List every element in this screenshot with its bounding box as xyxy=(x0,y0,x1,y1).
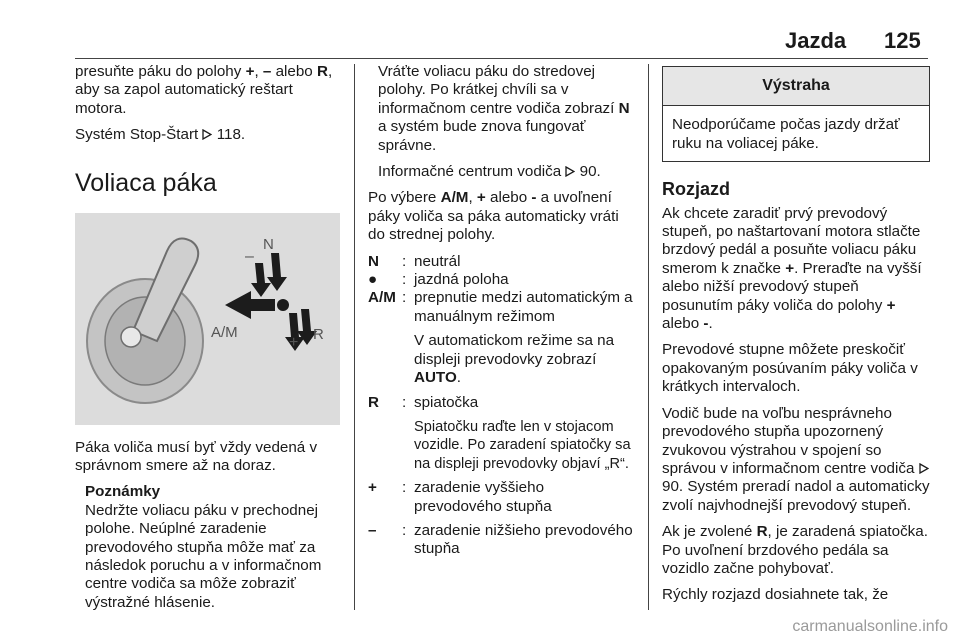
figure-label-minus: – xyxy=(245,247,254,265)
column-3 xyxy=(662,63,930,613)
paragraph: Systém Stop-Štart 118. xyxy=(75,126,246,144)
definition-row: R : spiatočka Spiatočku raďte len v stojacom vozidle. Po zaradení spiatočky sa na displeji prevodovky objaví „R“. xyxy=(368,393,631,472)
paragraph: Prevodové stupne môžete preskočiť opakovaným posúvaním páky voliča v krátkych intervaloch. xyxy=(662,341,918,396)
gear-selector-figure xyxy=(75,213,340,425)
column-1 xyxy=(75,63,340,612)
paragraph: Po výbere A/M, + alebo - a uvoľnení páky voliča sa páka automaticky vráti do strednej polohy. xyxy=(368,189,619,244)
paragraph: Vráťte voliacu páku do stredovej polohy. Po krátkej chvíli sa v informačnom centre vodiča zobrazí N a systém bude znova fungovať správne. xyxy=(378,63,630,154)
figure-label-n: N xyxy=(263,235,274,253)
note-box xyxy=(75,483,340,612)
paragraph: Informačné centrum vodiča 90. xyxy=(378,163,601,181)
definition-row: N : neutrál xyxy=(368,252,461,270)
column-divider xyxy=(354,64,355,610)
paragraph: Ak chcete zaradiť prvý prevodový stupeň, po naštartovaní motora stlačte brzdový pedál a posuňte voliacu páku smerom k značke +. Preraďte na vyšší alebo nižší prevodový stupeň posunutím páky voliča do polohy + alebo -. xyxy=(662,204,922,333)
header-rule xyxy=(75,58,928,59)
definition-row: A/M : prepnutie medzi automatickým a manuálnym režimom V automatickom režime sa na displeji prevodovky zobrazí AUTO. xyxy=(368,289,633,387)
indented-block xyxy=(368,63,633,181)
reference-triangle-icon xyxy=(565,166,575,177)
note-body: Nedržte voliacu páku v prechodnej polohe. Neúplné zaradenie prevodového stupňa môže mať za následok poruchu a v informačnom centre vodiča sa môže zobraziť výstražné hlásenie. xyxy=(85,501,322,611)
figure-label-r: R xyxy=(313,325,324,343)
paragraph: Vodič bude na voľbu nesprávneho prevodového stupňa upozornený zvukovou výstrahou v spojení so správou v informačnom centre vodiča 90. Systém preradí nadol a automaticky zvolí najvhodnejší prevodový stupeň. xyxy=(662,404,930,514)
definition-row: + : zaradenie vyššieho prevodového stupňa xyxy=(368,479,552,515)
column-divider xyxy=(648,64,649,610)
paragraph: Ak je zvolené R, je zaradená spiatočka. Po uvoľnení brzdového pedála sa vozidlo začne pohybovať. xyxy=(662,523,928,577)
note-title: Poznámky xyxy=(85,483,161,501)
figure-label-plus: + xyxy=(289,333,299,351)
definition-row: – : zaradenie nižšieho prevodového stupňa xyxy=(368,521,633,558)
paragraph: Páka voliča musí byť vždy vedená v správnom smere až na doraz. xyxy=(75,438,318,475)
definition-row: ● : jazdná poloha xyxy=(368,271,509,289)
warning-body: Neodporúčame počas jazdy držať ruku na voliacej páke. xyxy=(672,116,900,152)
gear-selector-illustration xyxy=(75,213,340,425)
subsection-heading: Rozjazd xyxy=(662,179,731,200)
section-title: Jazda xyxy=(785,28,847,53)
watermark: carmanualsonline.info xyxy=(792,618,948,635)
page-number: 125 xyxy=(884,28,921,53)
reference-triangle-icon xyxy=(919,463,929,474)
definition-list xyxy=(368,253,633,565)
section-heading: Voliaca páka xyxy=(75,168,217,197)
warning-title: Výstraha xyxy=(663,67,929,106)
paragraph: presuňte páku do polohy +, – alebo R, aby sa zapol automatický reštart motora. xyxy=(75,63,333,117)
reference-triangle-icon xyxy=(202,129,212,140)
paragraph: Rýchly rozjazd dosiahnete tak, že xyxy=(662,586,889,604)
warning-box xyxy=(662,66,930,162)
column-2 xyxy=(368,63,633,571)
figure-label-am: A/M xyxy=(211,323,238,341)
